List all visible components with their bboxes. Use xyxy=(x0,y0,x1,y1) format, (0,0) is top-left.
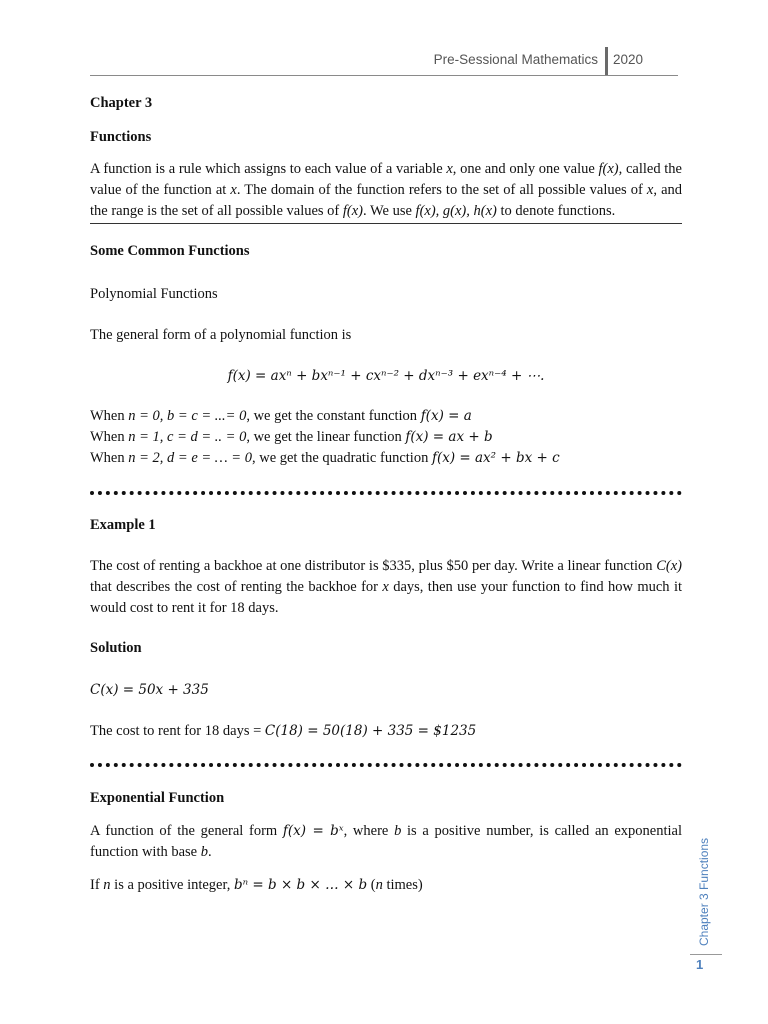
exponential-rule: If n is a positive integer, bⁿ = b × b × … × b (n times) xyxy=(90,877,423,893)
cost-line: The cost to rent for 18 days = C(18) = 50(18) + 335 = $1235 xyxy=(90,723,477,739)
header-separator xyxy=(605,47,608,75)
chapter-side-label: Chapter 3 Functions xyxy=(697,837,711,946)
header-year: 2020 xyxy=(612,52,643,67)
common-functions-heading: Some Common Functions xyxy=(90,243,250,259)
constant-case: When n = 0, b = c = ...= 0, we get the constant function f(x) = a xyxy=(90,408,472,424)
example-question: The cost of renting a backhoe at one distributor is $335, plus $50 per day. Write a linear function C(x) that describes the cost of renting the backhoe for x days, then use your function to find how much it would cost to rent it for 18 days. xyxy=(90,558,683,616)
dotted-divider xyxy=(90,491,682,495)
header-title: Pre-Sessional Mathematics xyxy=(433,52,598,67)
section-divider xyxy=(90,223,682,224)
quadratic-case: When n = 2, d = e = … = 0, we get the quadratic function f(x) = ax² + bx + c xyxy=(90,450,560,466)
page-header xyxy=(90,44,678,76)
page-number-rule xyxy=(690,954,722,955)
chapter-title: Chapter 3 xyxy=(90,95,153,111)
exponential-heading: Exponential Function xyxy=(90,790,225,806)
general-form-text: The general form of a polynomial function is xyxy=(90,327,352,343)
page-number: 1 xyxy=(696,957,704,972)
polynomial-heading: Polynomial Functions xyxy=(90,286,218,302)
exponential-definition: A function of the general form f(x) = bˣ, where b is a positive number, is called an exponential function with base b. xyxy=(90,823,682,860)
solution-heading: Solution xyxy=(90,640,142,656)
polynomial-formula: f(x) = axⁿ + bxⁿ⁻¹ + cxⁿ⁻² + dxⁿ⁻³ + exⁿ⁻⁴ + ⋯. xyxy=(227,368,545,384)
example-heading: Example 1 xyxy=(90,517,156,533)
intro-paragraph: A function is a rule which assigns to each value of a variable x, one and only one value f(x), called the value of the function at x. The domain of the function refers to the set of all possible values of x, and the range is the set of all possible values of f(x). We use f(x), g(x), h(x) to denote functions. xyxy=(90,161,683,219)
solution-formula: C(x) = 50x + 335 xyxy=(90,682,209,698)
linear-case: When n = 1, c = d = .. = 0, we get the linear function f(x) = ax + b xyxy=(90,429,493,445)
section-title: Functions xyxy=(90,129,152,145)
dotted-divider-2 xyxy=(90,763,682,767)
